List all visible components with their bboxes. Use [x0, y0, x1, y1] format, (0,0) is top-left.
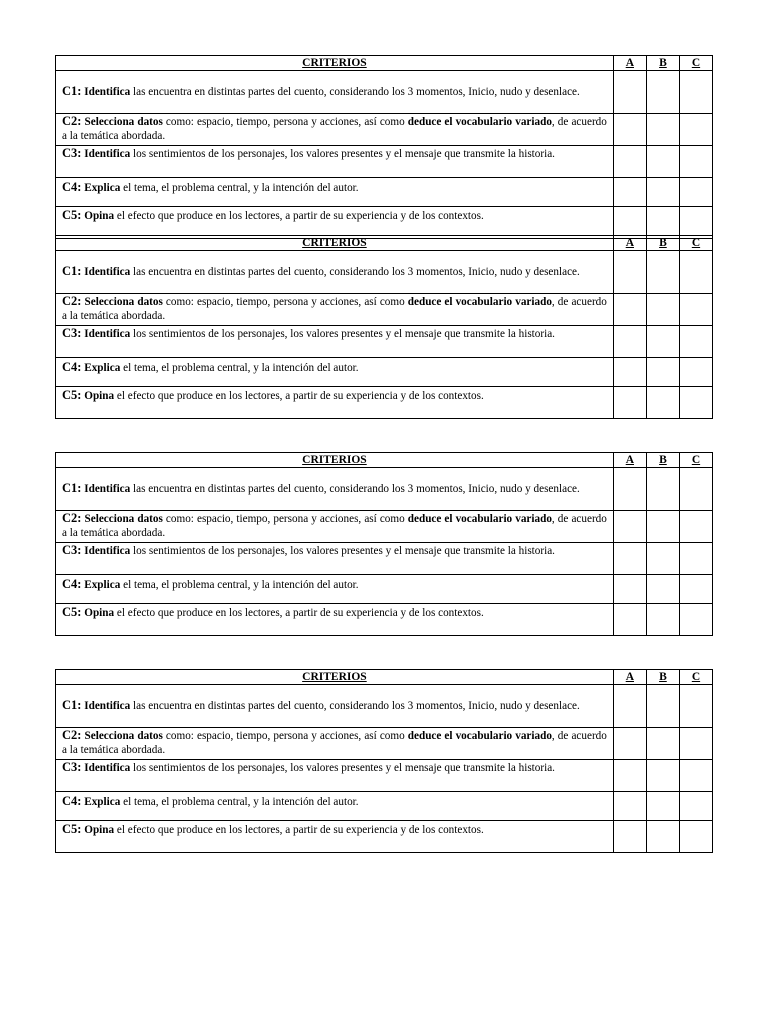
criterion-cell — [56, 604, 614, 636]
criterion-keyword: Explica — [84, 182, 121, 194]
criterion-code: C2: — [62, 511, 82, 525]
criterion-cell — [56, 326, 614, 358]
grade-c-cell[interactable] — [679, 511, 712, 543]
grade-b-cell[interactable] — [646, 685, 679, 728]
criterion-row — [56, 511, 713, 543]
criterion-text: como: espacio, tiempo, persona y acciones, así como — [162, 513, 408, 525]
criterion-row — [56, 792, 713, 821]
criterios-header: CRITERIOS — [56, 453, 614, 468]
grade-a-cell[interactable] — [613, 326, 646, 358]
criterion-keyword: Selecciona datos — [84, 513, 163, 525]
criterion-text: los sentimientos de los personajes, los valores presentes y el mensaje que transmite la historia. — [130, 762, 555, 774]
column-c-header: C — [679, 56, 712, 71]
criterion-cell — [56, 760, 614, 792]
criterion-row — [56, 114, 713, 146]
grade-b-cell[interactable] — [646, 146, 679, 178]
grade-b-cell[interactable] — [646, 792, 679, 821]
criterion-row — [56, 543, 713, 575]
header-row — [56, 236, 713, 251]
grade-a-cell[interactable] — [613, 792, 646, 821]
grade-b-cell[interactable] — [646, 511, 679, 543]
grade-a-cell[interactable] — [613, 575, 646, 604]
criterios-header: CRITERIOS — [56, 670, 614, 685]
criterion-text: las encuentra en distintas partes del cuento, considerando los 3 momentos, Inicio, nudo y desenlace. — [130, 483, 580, 495]
grade-b-cell[interactable] — [646, 71, 679, 114]
criterion-text: , de acuerdo a la temática abordada. — [62, 296, 607, 322]
grade-b-cell[interactable] — [646, 387, 679, 419]
criterion-keyword: Identifica — [84, 545, 131, 557]
criterion-row — [56, 71, 713, 114]
grade-b-cell[interactable] — [646, 358, 679, 387]
criterion-text: como: espacio, tiempo, persona y acciones, así como — [162, 116, 408, 128]
criterion-code: C1: — [62, 698, 82, 712]
column-a-header: A — [613, 56, 646, 71]
grade-b-cell[interactable] — [646, 821, 679, 853]
header-row — [56, 453, 713, 468]
criterion-keyword: Explica — [84, 796, 121, 808]
criterion-code: C2: — [62, 294, 82, 308]
criterion-keyword: Opina — [84, 824, 115, 836]
criterion-keyword: deduce el vocabulario variado — [407, 296, 552, 308]
criterion-row — [56, 685, 713, 728]
criterion-text: el efecto que produce en los lectores, a partir de su experiencia y de los contextos. — [114, 390, 484, 402]
grade-b-cell[interactable] — [646, 728, 679, 760]
criterion-keyword: Selecciona datos — [84, 296, 163, 308]
criterion-cell — [56, 792, 614, 821]
criterion-keyword: Identifica — [84, 700, 131, 712]
criterion-cell — [56, 71, 614, 114]
column-b-header: B — [646, 56, 679, 71]
grade-b-cell[interactable] — [646, 178, 679, 207]
criterion-keyword: deduce el vocabulario variado — [407, 513, 552, 525]
grade-b-cell[interactable] — [646, 543, 679, 575]
criterion-row — [56, 207, 713, 239]
column-a-header: A — [613, 670, 646, 685]
grade-c-cell[interactable] — [679, 251, 712, 294]
grade-b-cell[interactable] — [646, 294, 679, 326]
criterion-code: C1: — [62, 264, 82, 278]
criterion-text: , de acuerdo a la temática abordada. — [62, 116, 607, 142]
criterion-keyword: Opina — [84, 390, 115, 402]
criterion-keyword: Identifica — [84, 328, 131, 340]
grade-a-cell[interactable] — [613, 760, 646, 792]
criterion-cell — [56, 728, 614, 760]
rubric-table — [55, 452, 713, 636]
column-b-header: B — [646, 236, 679, 251]
criterion-text: las encuentra en distintas partes del cuento, considerando los 3 momentos, Inicio, nudo y desenlace. — [130, 86, 580, 98]
column-c-header: C — [679, 236, 712, 251]
criterion-text: el tema, el problema central, y la intención del autor. — [120, 362, 359, 374]
criterion-cell — [56, 543, 614, 575]
criterion-code: C2: — [62, 728, 82, 742]
criterion-text: los sentimientos de los personajes, los valores presentes y el mensaje que transmite la historia. — [130, 545, 555, 557]
criterios-header: CRITERIOS — [56, 236, 614, 251]
criterion-keyword: Identifica — [84, 266, 131, 278]
column-b-header: B — [646, 670, 679, 685]
criterion-text: como: espacio, tiempo, persona y acciones, así como — [162, 730, 408, 742]
criterion-cell — [56, 511, 614, 543]
criterion-code: C3: — [62, 760, 82, 774]
criterion-cell — [56, 294, 614, 326]
criterion-keyword: deduce el vocabulario variado — [407, 730, 552, 742]
header-row — [56, 670, 713, 685]
criterion-row — [56, 326, 713, 358]
criterion-code: C3: — [62, 326, 82, 340]
grade-a-cell[interactable] — [613, 146, 646, 178]
criterion-code: C1: — [62, 481, 82, 495]
grade-c-cell[interactable] — [679, 792, 712, 821]
grade-c-cell[interactable] — [679, 387, 712, 419]
criterion-row — [56, 760, 713, 792]
grade-a-cell[interactable] — [613, 543, 646, 575]
column-a-header: A — [613, 236, 646, 251]
grade-c-cell[interactable] — [679, 178, 712, 207]
criterion-text: , de acuerdo a la temática abordada. — [62, 730, 607, 756]
criterion-keyword: deduce el vocabulario variado — [407, 116, 552, 128]
rubric-table — [55, 55, 713, 239]
criterion-row — [56, 821, 713, 853]
criterion-text: , de acuerdo a la temática abordada. — [62, 513, 607, 539]
grade-c-cell[interactable] — [679, 146, 712, 178]
criterion-cell — [56, 468, 614, 511]
criterion-code: C4: — [62, 180, 82, 194]
column-b-header: B — [646, 453, 679, 468]
criterios-header: CRITERIOS — [56, 56, 614, 71]
criterion-cell — [56, 358, 614, 387]
criterion-keyword: Identifica — [84, 483, 131, 495]
criterion-cell — [56, 146, 614, 178]
criterion-text: el efecto que produce en los lectores, a partir de su experiencia y de los contextos. — [114, 607, 484, 619]
criterion-cell — [56, 207, 614, 239]
criterion-keyword: Identifica — [84, 148, 131, 160]
criterion-text: el tema, el problema central, y la intención del autor. — [120, 796, 359, 808]
criterion-cell — [56, 575, 614, 604]
column-c-header: C — [679, 670, 712, 685]
grade-a-cell[interactable] — [613, 468, 646, 511]
grade-a-cell[interactable] — [613, 604, 646, 636]
criterion-keyword: Identifica — [84, 762, 131, 774]
grade-a-cell[interactable] — [613, 821, 646, 853]
grade-c-cell[interactable] — [679, 685, 712, 728]
header-row — [56, 56, 713, 71]
grade-a-cell[interactable] — [613, 71, 646, 114]
grade-c-cell[interactable] — [679, 71, 712, 114]
grade-c-cell[interactable] — [679, 294, 712, 326]
criterion-text: el tema, el problema central, y la intención del autor. — [120, 579, 359, 591]
grade-b-cell[interactable] — [646, 468, 679, 511]
grade-b-cell[interactable] — [646, 251, 679, 294]
criterion-row — [56, 604, 713, 636]
criterion-cell — [56, 821, 614, 853]
criterion-cell — [56, 251, 614, 294]
grade-a-cell[interactable] — [613, 207, 646, 239]
criterion-row — [56, 358, 713, 387]
criterion-cell — [56, 178, 614, 207]
grade-c-cell[interactable] — [679, 207, 712, 239]
criterion-text: los sentimientos de los personajes, los valores presentes y el mensaje que transmite la historia. — [130, 148, 555, 160]
criterion-keyword: Identifica — [84, 86, 131, 98]
criterion-code: C5: — [62, 605, 82, 619]
criterion-row — [56, 251, 713, 294]
grade-c-cell[interactable] — [679, 821, 712, 853]
criterion-code: C4: — [62, 794, 82, 808]
criterion-row — [56, 468, 713, 511]
criterion-row — [56, 728, 713, 760]
criterion-code: C5: — [62, 208, 82, 222]
grade-a-cell[interactable] — [613, 387, 646, 419]
criterion-keyword: Explica — [84, 579, 121, 591]
criterion-code: C5: — [62, 822, 82, 836]
criterion-code: C1: — [62, 84, 82, 98]
criterion-row — [56, 294, 713, 326]
criterion-text: las encuentra en distintas partes del cuento, considerando los 3 momentos, Inicio, nudo y desenlace. — [130, 700, 580, 712]
criterion-code: C3: — [62, 543, 82, 557]
criterion-text: las encuentra en distintas partes del cuento, considerando los 3 momentos, Inicio, nudo y desenlace. — [130, 266, 580, 278]
grade-a-cell[interactable] — [613, 294, 646, 326]
grade-c-cell[interactable] — [679, 543, 712, 575]
criterion-cell — [56, 685, 614, 728]
grade-a-cell[interactable] — [613, 114, 646, 146]
grade-c-cell[interactable] — [679, 575, 712, 604]
criterion-code: C2: — [62, 114, 82, 128]
criterion-row — [56, 178, 713, 207]
criterion-code: C3: — [62, 146, 82, 160]
grade-a-cell[interactable] — [613, 685, 646, 728]
grade-c-cell[interactable] — [679, 358, 712, 387]
criterion-code: C5: — [62, 388, 82, 402]
grade-b-cell[interactable] — [646, 760, 679, 792]
grade-c-cell[interactable] — [679, 114, 712, 146]
criterion-row — [56, 387, 713, 419]
grade-c-cell[interactable] — [679, 604, 712, 636]
criterion-text: el tema, el problema central, y la intención del autor. — [120, 182, 359, 194]
criterion-keyword: Opina — [84, 607, 115, 619]
grade-c-cell[interactable] — [679, 760, 712, 792]
criterion-text: como: espacio, tiempo, persona y acciones, así como — [162, 296, 408, 308]
grade-c-cell[interactable] — [679, 326, 712, 358]
criterion-row — [56, 146, 713, 178]
grade-a-cell[interactable] — [613, 511, 646, 543]
grade-a-cell[interactable] — [613, 358, 646, 387]
criterion-keyword: Selecciona datos — [84, 116, 163, 128]
criterion-cell — [56, 114, 614, 146]
grade-b-cell[interactable] — [646, 207, 679, 239]
criterion-cell — [56, 387, 614, 419]
column-a-header: A — [613, 453, 646, 468]
criterion-keyword: Explica — [84, 362, 121, 374]
criterion-keyword: Selecciona datos — [84, 730, 163, 742]
rubric-table — [55, 235, 713, 419]
grade-a-cell[interactable] — [613, 178, 646, 207]
column-c-header: C — [679, 453, 712, 468]
grade-a-cell[interactable] — [613, 251, 646, 294]
criterion-text: los sentimientos de los personajes, los valores presentes y el mensaje que transmite la historia. — [130, 328, 555, 340]
criterion-code: C4: — [62, 360, 82, 374]
grade-b-cell[interactable] — [646, 114, 679, 146]
grade-c-cell[interactable] — [679, 468, 712, 511]
criterion-text: el efecto que produce en los lectores, a partir de su experiencia y de los contextos. — [114, 210, 484, 222]
rubric-table — [55, 669, 713, 853]
criterion-keyword: Opina — [84, 210, 115, 222]
grade-c-cell[interactable] — [679, 728, 712, 760]
grade-a-cell[interactable] — [613, 728, 646, 760]
criterion-code: C4: — [62, 577, 82, 591]
grade-b-cell[interactable] — [646, 604, 679, 636]
criterion-text: el efecto que produce en los lectores, a partir de su experiencia y de los contextos. — [114, 824, 484, 836]
grade-b-cell[interactable] — [646, 326, 679, 358]
criterion-row — [56, 575, 713, 604]
grade-b-cell[interactable] — [646, 575, 679, 604]
